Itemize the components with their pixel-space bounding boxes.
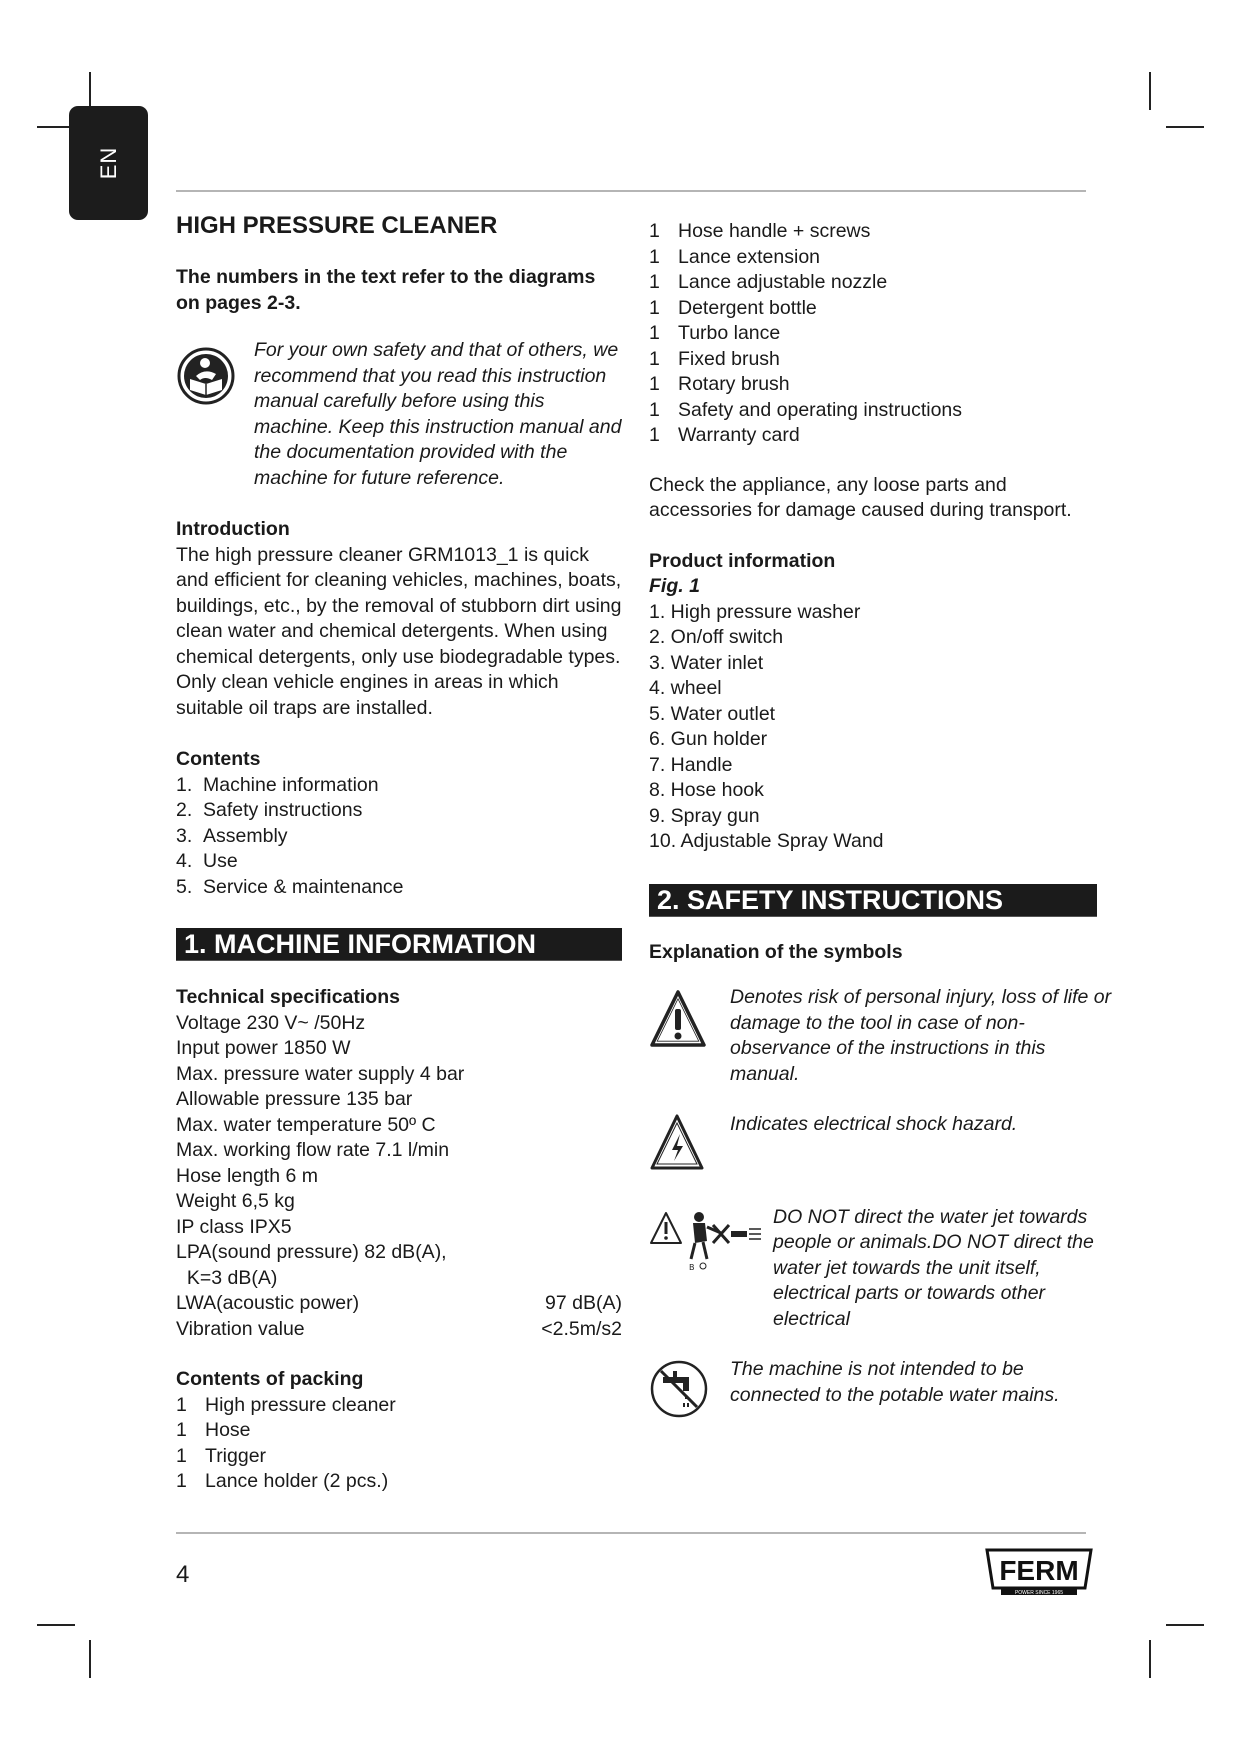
list-item: 10. Adjustable Spray Wand bbox=[649, 830, 884, 852]
crop-mark bbox=[1166, 126, 1204, 128]
warning-triangle-icon bbox=[649, 985, 730, 1057]
section-2-title: 2. SAFETY INSTRUCTIONS bbox=[649, 884, 1097, 917]
list-item: 1 Hose bbox=[176, 1419, 251, 1441]
symbol-electric-text: Indicates electrical shock hazard. bbox=[730, 1113, 1018, 1135]
spec-line: Input power 1850 W bbox=[176, 1037, 351, 1059]
list-item: 1. Machine information bbox=[176, 773, 379, 796]
spec-line: Max. pressure water supply 4 bar bbox=[176, 1062, 465, 1085]
no-water-jet-icon bbox=[649, 1205, 773, 1279]
list-item: 4. Use bbox=[176, 850, 238, 872]
list-item: 1 Fixed brush bbox=[649, 347, 780, 370]
brand-tagline: POWER SINCE 1965 bbox=[1014, 1590, 1064, 1596]
no-potable-water-icon bbox=[649, 1357, 730, 1427]
spec-line: LPA(sound pressure) 82 dB(A), bbox=[176, 1241, 447, 1263]
crop-mark bbox=[37, 1624, 75, 1626]
symbol-potable-water-text: The machine is not intended to be connected to the potable water mains. bbox=[730, 1358, 1060, 1406]
language-tab-label: EN bbox=[95, 146, 121, 180]
page-title: HIGH PRESSURE CLEANER bbox=[176, 212, 498, 239]
contents-heading: Contents bbox=[176, 748, 261, 770]
read-manual-icon bbox=[176, 338, 254, 414]
spec-line: Hose length 6 m bbox=[176, 1164, 318, 1187]
list-item: 1 Lance holder (2 pcs.) bbox=[176, 1470, 389, 1492]
list-item: 1 Safety and operating instructions bbox=[649, 398, 963, 421]
list-item: 1 Lance extension bbox=[649, 245, 821, 268]
tech-specs-list bbox=[176, 1011, 622, 1343]
figure-label: Fig. 1 bbox=[649, 575, 700, 597]
crop-mark bbox=[1166, 1624, 1204, 1626]
symbol-water-jet bbox=[649, 1205, 1115, 1333]
tech-specs-heading: Technical specifications bbox=[176, 986, 400, 1008]
spec-line: Max. working flow rate 7.1 l/min bbox=[176, 1139, 450, 1161]
language-tab bbox=[69, 106, 148, 220]
symbol-warning bbox=[649, 985, 1115, 1087]
crop-mark bbox=[1149, 1640, 1151, 1678]
packing-list-continued bbox=[649, 219, 1115, 449]
safety-note bbox=[176, 338, 622, 491]
list-item: 1 Lance adjustable nozzle bbox=[649, 271, 888, 293]
list-item: 2. Safety instructions bbox=[176, 799, 363, 821]
symbol-warning-text: Denotes risk of personal injury, loss of life or damage to the tool in case of non-observance of the instructions in this manual. bbox=[730, 986, 1112, 1085]
diagram-note: The numbers in the text refer to the diagrams on pages 2-3. bbox=[176, 266, 596, 314]
introduction-heading: Introduction bbox=[176, 518, 290, 540]
product-info-heading: Product information bbox=[649, 549, 836, 572]
packing-heading: Contents of packing bbox=[176, 1368, 364, 1390]
list-item: 3. Water inlet bbox=[649, 651, 764, 674]
check-text: Check the appliance, any loose parts and accessories for damage caused during transport. bbox=[649, 473, 1072, 521]
electric-shock-icon bbox=[649, 1112, 730, 1180]
brand-name: FERM bbox=[999, 1555, 1079, 1586]
crop-mark bbox=[1149, 72, 1151, 110]
safety-note-text: For your own safety and that of others, we recommend that you read this instruction manual carefully before using this machine. Keep this instruction manual and the documentation provided with the machine for future reference. bbox=[254, 339, 622, 489]
list-item: 2. On/off switch bbox=[649, 626, 784, 648]
list-item: 9. Spray gun bbox=[649, 804, 760, 827]
list-item: 5. Service & maintenance bbox=[176, 875, 404, 898]
list-item: 1 Trigger bbox=[176, 1444, 267, 1467]
crop-mark bbox=[89, 72, 91, 110]
list-item: 8. Hose hook bbox=[649, 779, 764, 801]
list-item: 1 Turbo lance bbox=[649, 322, 781, 344]
spec-line: K=3 dB(A) bbox=[176, 1266, 278, 1289]
symbol-potable-water bbox=[649, 1357, 1115, 1427]
spec-line: Voltage 230 V~ /50Hz bbox=[176, 1011, 366, 1034]
list-item: 7. Handle bbox=[649, 753, 733, 776]
list-item: 4. wheel bbox=[649, 677, 722, 699]
packing-list bbox=[176, 1393, 622, 1495]
list-item: 1. High pressure washer bbox=[649, 600, 861, 623]
symbols-heading: Explanation of the symbols bbox=[649, 940, 903, 963]
svg-text:B: B bbox=[689, 1262, 695, 1271]
spec-line: Max. water temperature 50º C bbox=[176, 1113, 436, 1136]
spec-line: Vibration value <2.5m/s2 bbox=[176, 1317, 622, 1340]
spec-line: Allowable pressure 135 bar bbox=[176, 1088, 413, 1110]
crop-mark bbox=[89, 1640, 91, 1678]
left-column bbox=[176, 211, 622, 1495]
page-number: 4 bbox=[176, 1561, 190, 1588]
product-parts-list bbox=[649, 600, 1115, 855]
list-item: 3. Assembly bbox=[176, 824, 288, 847]
list-item: 6. Gun holder bbox=[649, 728, 768, 750]
right-column bbox=[649, 219, 1115, 1427]
header-rule bbox=[176, 190, 1086, 192]
list-item: 1 High pressure cleaner bbox=[176, 1393, 396, 1416]
spec-line: IP class IPX5 bbox=[176, 1215, 292, 1238]
spec-line: LWA(acoustic power) 97 dB(A) bbox=[176, 1292, 622, 1314]
spec-line: Weight 6,5 kg bbox=[176, 1190, 295, 1212]
list-item: 1 Detergent bottle bbox=[649, 296, 817, 319]
symbol-electric bbox=[649, 1112, 1115, 1180]
list-item: 1 Rotary brush bbox=[649, 373, 790, 395]
contents-list bbox=[176, 773, 622, 901]
list-item: 5. Water outlet bbox=[649, 702, 776, 725]
symbol-water-jet-text: DO NOT direct the water jet towards people or animals.DO NOT direct the water jet towards the unit itself, electrical parts or towards other electrical bbox=[773, 1205, 1094, 1330]
ferm-logo bbox=[985, 1548, 1093, 1596]
list-item: 1 Hose handle + screws bbox=[649, 220, 871, 242]
introduction-text: The high pressure cleaner GRM1013_1 is quick and efficient for cleaning vehicles, machines, boats, buildings, etc., by the removal of stubborn dirt using clean water and chemical detergents. When using chemical detergents, only use biodegradable types. Only clean vehicle engines in areas in which suitable oil traps are installed. bbox=[176, 543, 622, 719]
section-1-title: 1. MACHINE INFORMATION bbox=[176, 928, 622, 961]
footer-rule bbox=[176, 1532, 1086, 1534]
list-item: 1 Warranty card bbox=[649, 424, 800, 446]
